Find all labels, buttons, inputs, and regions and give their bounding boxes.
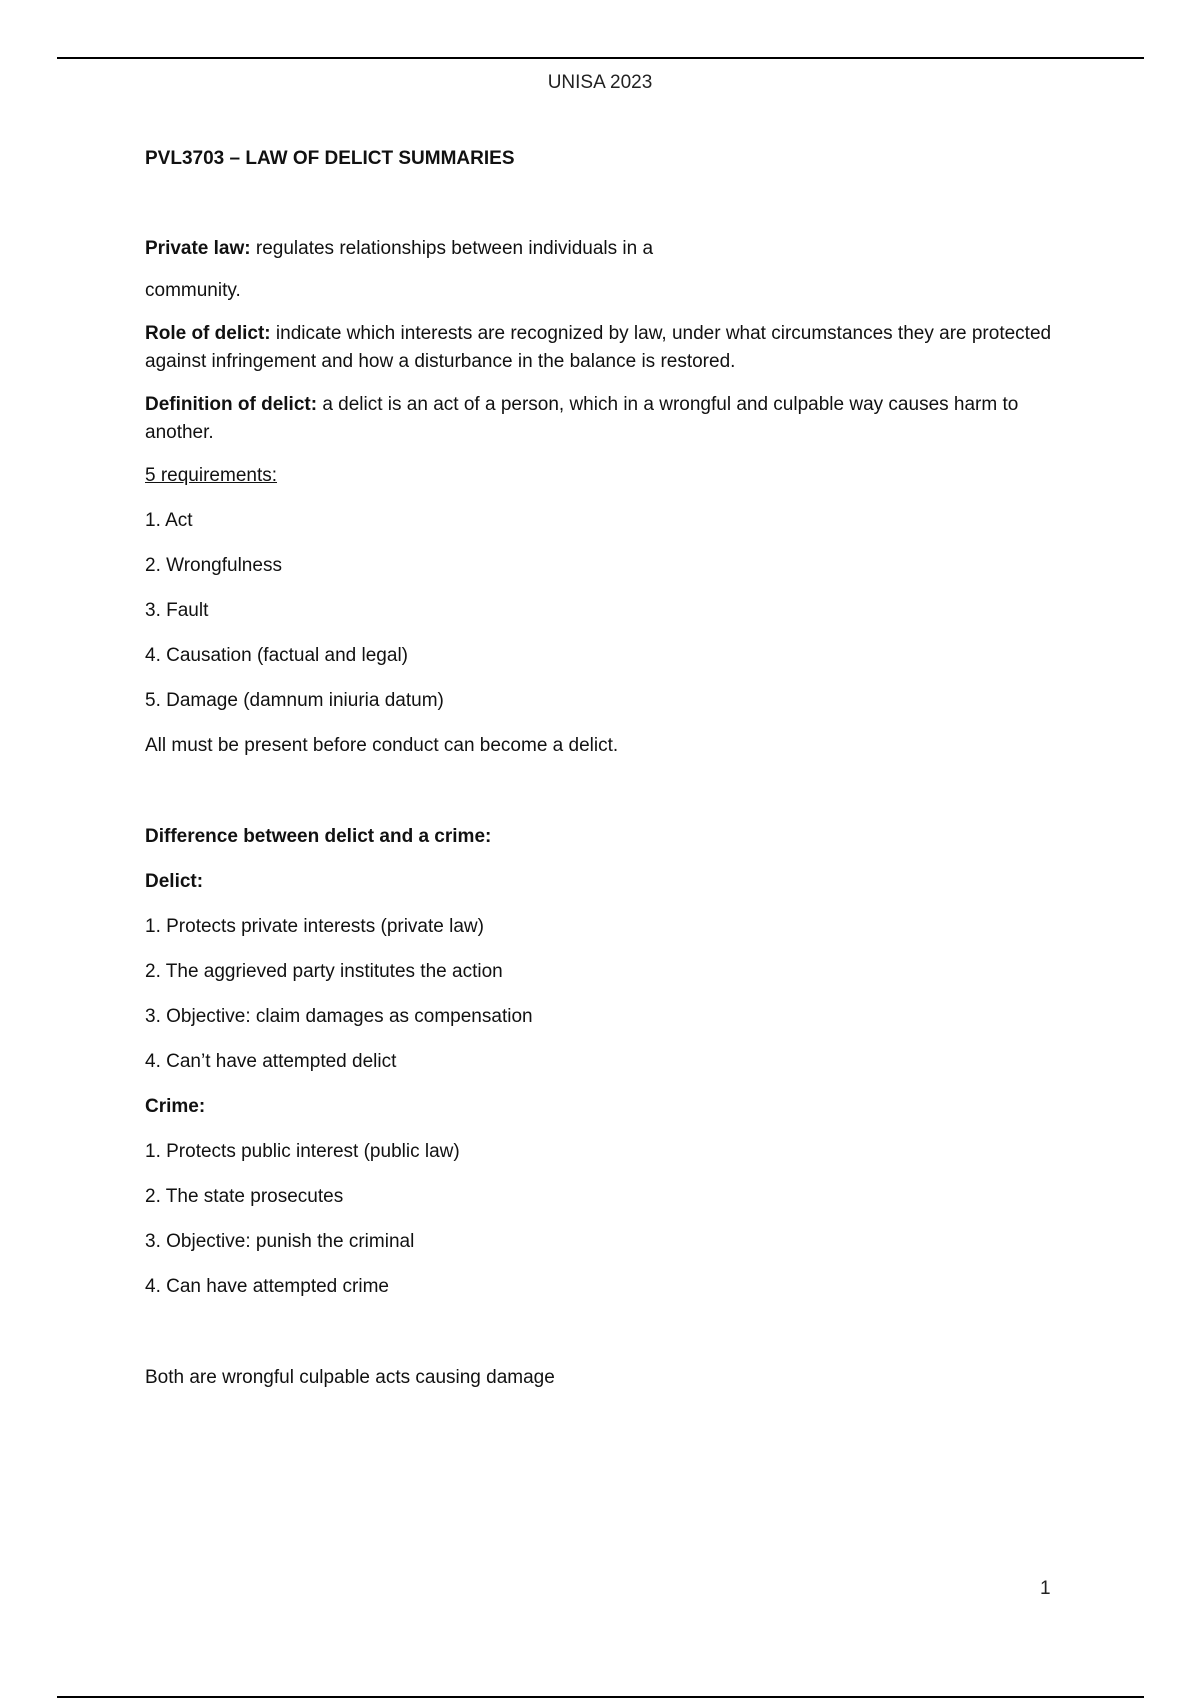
requirements-heading-text: 5 requirements: [145, 465, 278, 486]
page-header: UNISA 2023 [547, 72, 653, 93]
crime-heading: Crime: [145, 1096, 206, 1117]
page-number: 1 [1040, 1578, 1051, 1599]
requirements-heading [145, 462, 1065, 490]
conclusion-text: Both are wrongful culpable acts causing damage [145, 1367, 555, 1388]
requirement-item: 4. Causation (factual and legal) [145, 645, 408, 666]
requirements-note: All must be present before conduct can become a delict. [145, 735, 619, 756]
delict-heading: Delict: [145, 871, 204, 892]
role-of-delict-term: Role of delict: [145, 323, 271, 344]
private-law-term: Private law: [145, 238, 251, 259]
private-law-paragraph [145, 235, 1065, 263]
document-content [145, 145, 1065, 1409]
crime-item: 2. The state prosecutes [145, 1186, 344, 1207]
document-title: PVL3703 – LAW OF DELICT SUMMARIES [145, 148, 515, 169]
difference-heading: Difference between delict and a crime: [145, 826, 492, 847]
delict-item: 4. Can’t have attempted delict [145, 1051, 397, 1072]
requirement-item: 2. Wrongfulness [145, 555, 282, 576]
delict-item: 3. Objective: claim damages as compensation [145, 1006, 533, 1027]
crime-item: 3. Objective: punish the criminal [145, 1231, 415, 1252]
crime-item: 4. Can have attempted crime [145, 1276, 389, 1297]
requirement-item: 3. Fault [145, 600, 209, 621]
delict-item: 2. The aggrieved party institutes the action [145, 961, 503, 982]
bottom-rule [57, 1696, 1144, 1698]
requirement-item: 1. Act [145, 510, 193, 531]
top-rule [57, 57, 1144, 59]
delict-item: 1. Protects private interests (private law) [145, 916, 484, 937]
definition-of-delict-text: a delict is an act of a person, which in a wrongful and culpable way causes harm to another. [145, 394, 1019, 443]
private-law-text: regulates relationships between individuals in a [250, 238, 654, 259]
section-spacer [145, 1318, 1065, 1364]
definition-of-delict-paragraph [145, 391, 1065, 447]
private-law-continuation: community. [145, 280, 241, 301]
crime-item: 1. Protects public interest (public law) [145, 1141, 460, 1162]
role-of-delict-paragraph [145, 320, 1065, 376]
definition-of-delict-term: Definition of delict: [145, 394, 318, 415]
section-spacer [145, 777, 1065, 823]
requirement-item: 5. Damage (damnum iniuria datum) [145, 690, 444, 711]
role-of-delict-text: indicate which interests are recognized by law, under what circumstances they are protected against infringement and how a disturbance in the balance is restored. [145, 323, 1052, 372]
